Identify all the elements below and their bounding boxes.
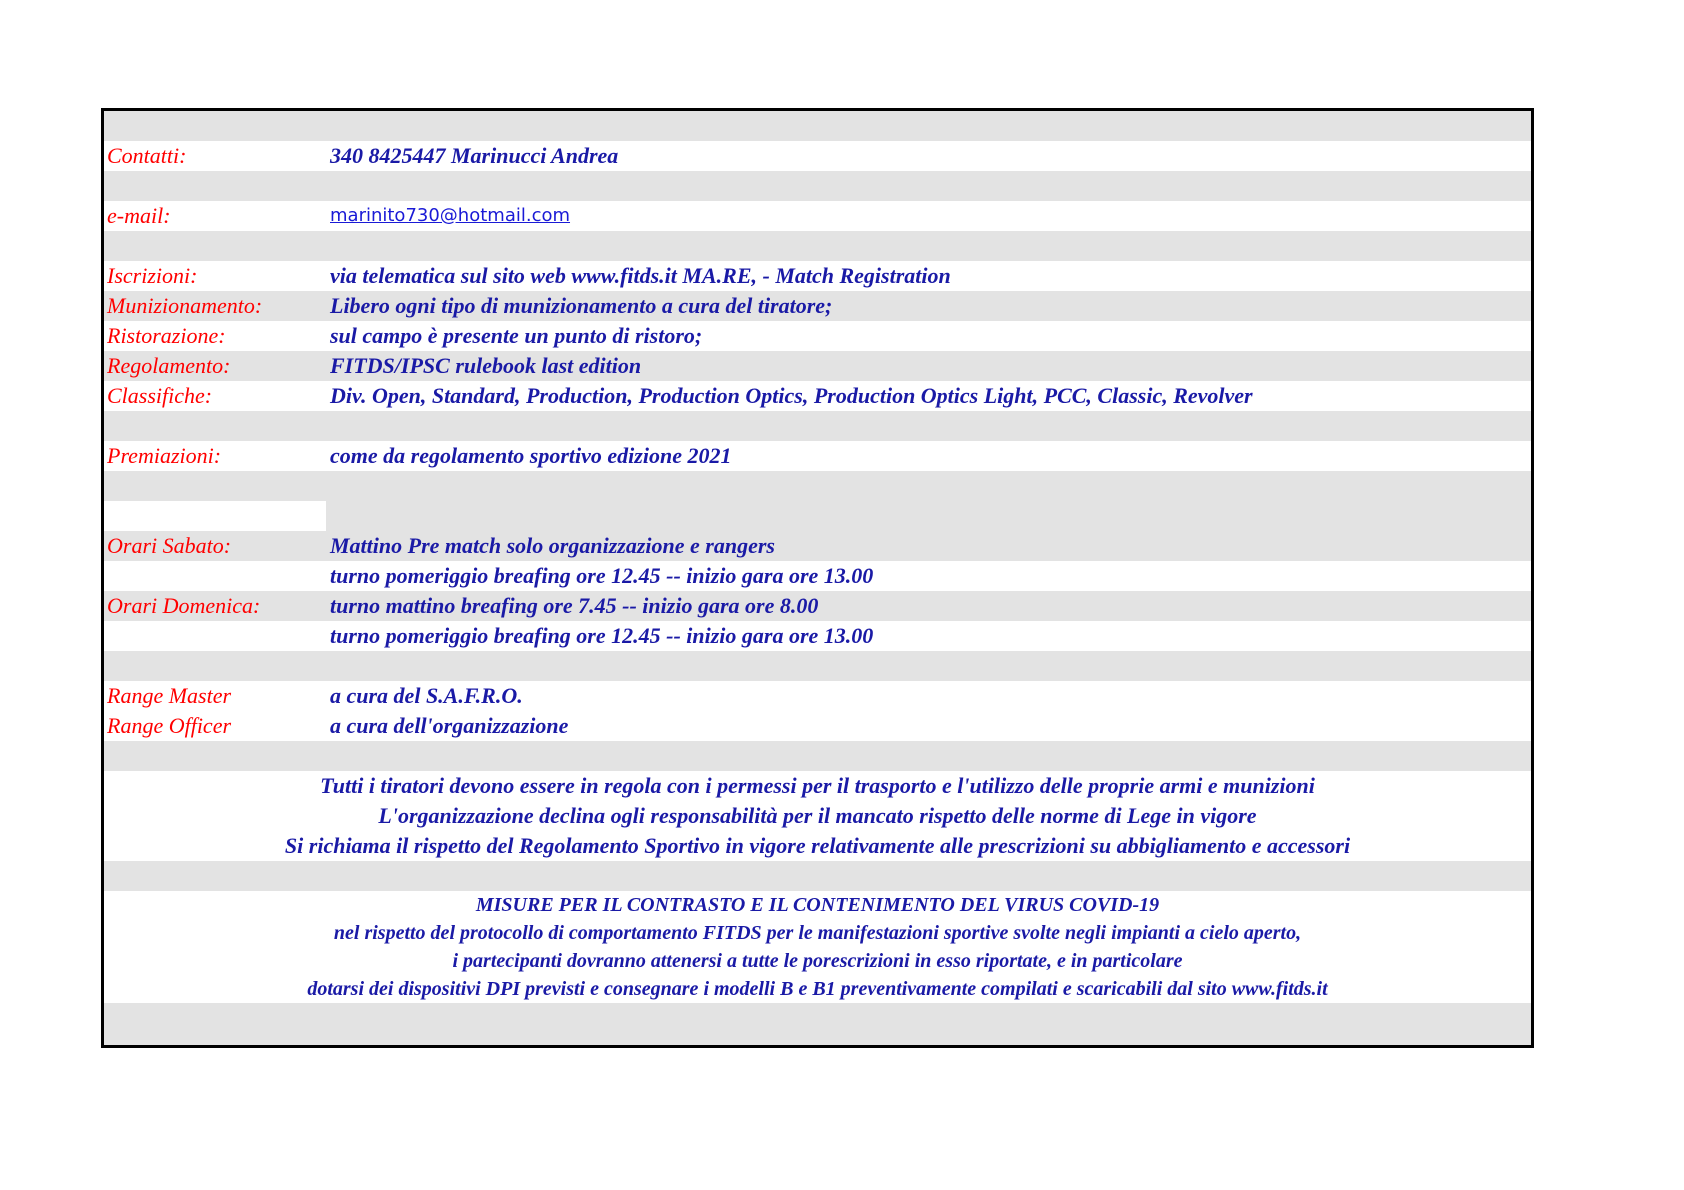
note-row	[104, 801, 1531, 831]
iscrizioni-label: Iscrizioni:	[107, 263, 198, 288]
note-row	[104, 831, 1531, 861]
range-officer-value: a cura dell'organizzazione	[330, 713, 569, 738]
sabato-line2: turno pomeriggio breafing ore 12.45 -- inizio gara ore 13.00	[330, 563, 874, 588]
covid-row	[104, 919, 1531, 947]
classifiche-label: Classifiche:	[107, 383, 213, 408]
email-label: e-mail:	[107, 203, 171, 228]
premiazioni-value: come da regolamento sportivo edizione 2021	[330, 443, 732, 468]
ristorazione-row	[104, 321, 1531, 351]
domenica-line1: turno mattino breafing ore 7.45 -- inizio gara ore 8.00	[330, 593, 819, 618]
contatti-row	[104, 141, 1531, 171]
premiazioni-label: Premiazioni:	[107, 443, 222, 468]
domenica-row-2	[104, 621, 1531, 651]
munizionamento-row	[104, 291, 1531, 321]
spacer-row	[104, 501, 1531, 531]
sabato-label: Orari Sabato:	[107, 533, 232, 558]
covid-line: i partecipanti dovranno attenersi a tutte le porescrizioni in esso riportate, e in particolare	[452, 950, 1183, 972]
spacer-row	[104, 1003, 1531, 1048]
covid-title: MISURE PER IL CONTRASTO E IL CONTENIMENTO DEL VIRUS COVID-19	[475, 894, 1160, 916]
range-master-value: a cura del S.A.F.R.O.	[330, 683, 523, 708]
sabato-row-2	[104, 561, 1531, 591]
contatti-label: Contatti:	[107, 143, 187, 168]
info-sheet	[101, 108, 1534, 1048]
munizionamento-label: Munizionamento:	[107, 293, 263, 318]
iscrizioni-value: via telematica sul sito web www.fitds.it MA.RE, - Match Registration	[330, 263, 951, 288]
range-officer-label: Range Officer	[107, 713, 232, 738]
spacer-row	[104, 411, 1531, 441]
spacer-row	[104, 651, 1531, 681]
spacer-row	[104, 231, 1531, 261]
range-officer-row	[104, 711, 1531, 741]
regolamento-label: Regolamento:	[107, 353, 231, 378]
spacer-row	[104, 861, 1531, 891]
contatti-value: 340 8425447 Marinucci Andrea	[330, 143, 619, 168]
cell-blank	[104, 501, 326, 531]
covid-row	[104, 891, 1531, 919]
spacer-row	[104, 471, 1531, 501]
regolamento-value: FITDS/IPSC rulebook last edition	[330, 353, 642, 378]
note-row	[104, 771, 1531, 801]
range-master-label: Range Master	[107, 683, 232, 708]
spacer-row	[104, 741, 1531, 771]
email-row	[104, 201, 1531, 231]
spacer-row	[104, 111, 1531, 141]
ristorazione-label: Ristorazione:	[107, 323, 226, 348]
range-master-row	[104, 681, 1531, 711]
spacer-row	[104, 171, 1531, 201]
classifiche-value: Div. Open, Standard, Production, Production Optics, Production Optics Light, PCC, Classic, Revolver	[330, 383, 1253, 408]
classifiche-row	[104, 381, 1531, 411]
domenica-row	[104, 591, 1531, 621]
sabato-line1: Mattino Pre match solo organizzazione e rangers	[330, 533, 775, 558]
sabato-row	[104, 531, 1531, 561]
munizionamento-value: Libero ogni tipo di munizionamento a cura del tiratore;	[330, 293, 833, 318]
covid-line: nel rispetto del protocollo di comportamento FITDS per le manifestazioni sportive svolte negli impianti a cielo aperto,	[333, 922, 1302, 944]
iscrizioni-row	[104, 261, 1531, 291]
domenica-line2: turno pomeriggio breafing ore 12.45 -- inizio gara ore 13.00	[330, 623, 874, 648]
premiazioni-row	[104, 441, 1531, 471]
ristorazione-value: sul campo è presente un punto di ristoro;	[330, 323, 703, 348]
note-line: L'organizzazione declina ogli responsabilità per il mancato rispetto delle norme di Lege in vigore	[378, 803, 1257, 828]
covid-row	[104, 975, 1531, 1003]
covid-row	[104, 947, 1531, 975]
note-line: Si richiama il rispetto del Regolamento Sportivo in vigore relativamente alle prescrizioni su abbigliamento e accessori	[284, 833, 1351, 858]
regolamento-row	[104, 351, 1531, 381]
domenica-label: Orari Domenica:	[107, 593, 261, 618]
email-link[interactable]: marinito730@hotmail.com	[330, 205, 571, 226]
note-line: Tutti i tiratori devono essere in regola con i permessi per il trasporto e l'utilizzo delle proprie armi e munizioni	[320, 773, 1315, 798]
covid-line: dotarsi dei dispositivi DPI previsti e consegnare i modelli B e B1 preventivamente compilati e scaricabili dal sito www.fitds.it	[307, 978, 1328, 1000]
